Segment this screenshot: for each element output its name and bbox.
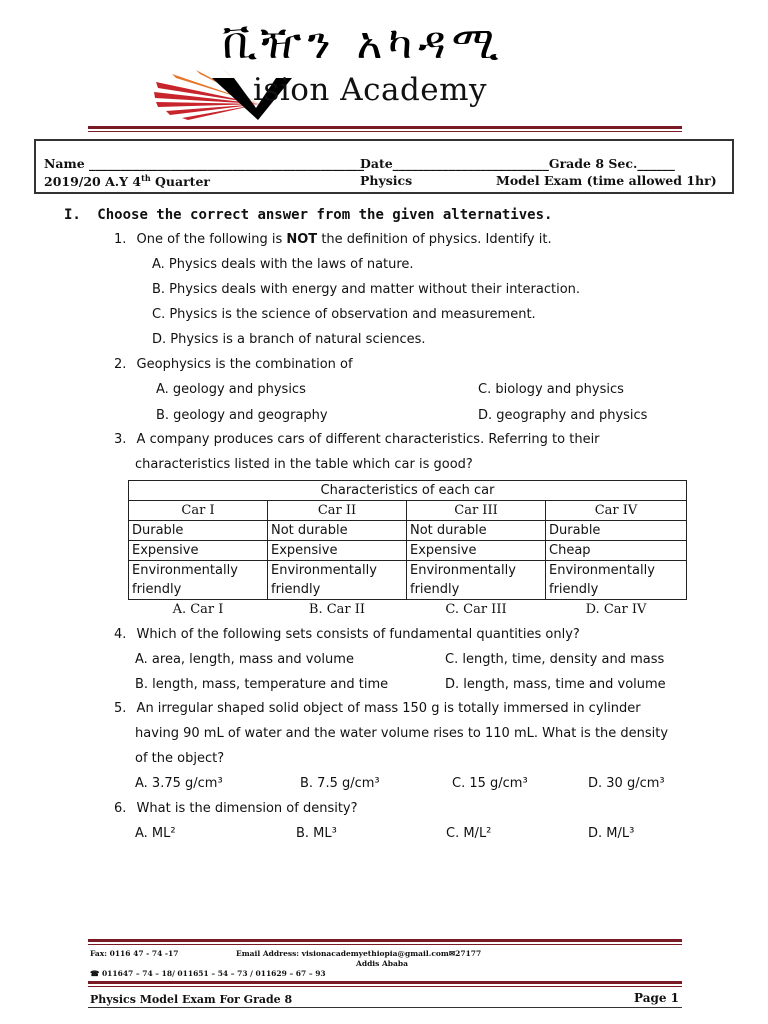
- logo-english-text: ision Academy: [253, 72, 488, 108]
- option-3d: D. Car IV: [546, 600, 687, 620]
- footer-city: Addis Ababa: [356, 959, 409, 968]
- option-5a: A. 3.75 g/cm³: [135, 776, 223, 791]
- option-2a: A. geology and physics: [156, 382, 306, 397]
- option-4a: A. area, length, mass and volume: [135, 652, 354, 667]
- table-header-cell: Car II: [268, 501, 407, 521]
- table-cell: Expensive: [129, 541, 268, 561]
- question-text: the definition of physics. Identify it.: [317, 232, 552, 247]
- option-4d: D. length, mass, time and volume: [445, 677, 666, 692]
- table-header-cell: Car III: [407, 501, 546, 521]
- option-6d: D. M/L³: [588, 826, 635, 841]
- question-1: [114, 232, 552, 247]
- question-text: A company produces cars of different characteristics. Referring to their: [136, 432, 600, 447]
- footer-exam-title: Physics Model Exam For Grade 8: [90, 993, 293, 1006]
- footer-rule: [88, 939, 682, 942]
- table-row: [129, 521, 687, 541]
- table-cell: Environmentally friendly: [546, 561, 687, 600]
- option-1d: D. Physics is a branch of natural sciences.: [152, 332, 426, 347]
- footer-email: Email Address: visionacademyethiopia@gmail.com✉27177: [236, 949, 482, 958]
- table-cell: Cheap: [546, 541, 687, 561]
- table-cell: Environmentally friendly: [407, 561, 546, 600]
- question-3: [114, 432, 600, 447]
- question-2: [114, 357, 353, 372]
- option-3a: A. Car I: [129, 600, 268, 620]
- table-cell: Expensive: [268, 541, 407, 561]
- option-2c: C. biology and physics: [478, 382, 624, 397]
- name-field-label: Name ____________________________________________: [44, 156, 365, 171]
- page-number: Page 1: [634, 991, 680, 1005]
- footer-fax: Fax: 0116 47 - 74 -17: [90, 949, 179, 958]
- table-title: Characteristics of each car: [129, 481, 687, 501]
- table-header-cell: Car IV: [546, 501, 687, 521]
- question-5-line-2: having 90 mL of water and the water volume rises to 110 mL. What is the density: [135, 726, 669, 741]
- table-options-row: [129, 600, 687, 620]
- question-number: 5.: [114, 701, 127, 716]
- section-number: I.: [64, 207, 81, 223]
- question-4: [114, 627, 580, 642]
- question-number: 1.: [114, 232, 127, 247]
- option-3b: B. Car II: [268, 600, 407, 620]
- table-cell: Not durable: [268, 521, 407, 541]
- date-grade-section-label: Date_________________________Grade 8 Sec.______: [360, 156, 675, 171]
- question-text: An irregular shaped solid object of mass 150 g is totally immersed in cylinder: [136, 701, 641, 716]
- option-2d: D. geography and physics: [478, 408, 648, 423]
- header-rule-thin: [88, 131, 682, 132]
- footer-rule-2-thin: [88, 986, 682, 987]
- footer-bottom-rule: [88, 1007, 682, 1008]
- question-3-line-2: characteristics listed in the table which car is good?: [135, 457, 473, 472]
- table-cell: Not durable: [407, 521, 546, 541]
- table-row: [129, 541, 687, 561]
- exam-type-label: Model Exam (time allowed 1hr): [496, 173, 717, 188]
- question-text: Which of the following sets consists of fundamental quantities only?: [136, 627, 580, 642]
- option-4c: C. length, time, density and mass: [445, 652, 665, 667]
- option-1c: C. Physics is the science of observation and measurement.: [152, 307, 536, 322]
- option-5c: C. 15 g/cm³: [452, 776, 528, 791]
- option-1b: B. Physics deals with energy and matter without their interaction.: [152, 282, 581, 297]
- section-title: [64, 207, 552, 223]
- question-6: [114, 801, 358, 816]
- exam-header-box: [34, 139, 734, 194]
- table-cell: Expensive: [407, 541, 546, 561]
- option-2b: B. geology and geography: [156, 408, 328, 423]
- section-instruction: Choose the correct answer from the given alternatives.: [97, 207, 553, 223]
- table-cell: Environmentally friendly: [268, 561, 407, 600]
- option-1a: A. Physics deals with the laws of nature.: [152, 257, 414, 272]
- academic-year: 2019/20 A.Y 4th Quarter: [44, 173, 210, 190]
- question-emphasis: NOT: [286, 232, 318, 247]
- option-5d: D. 30 g/cm³: [588, 776, 665, 791]
- header-rule: [88, 126, 682, 129]
- option-6b: B. ML³: [296, 826, 337, 841]
- table-cell: Durable: [129, 521, 268, 541]
- option-6c: C. M/L²: [446, 826, 492, 841]
- question-text: What is the dimension of density?: [136, 801, 358, 816]
- question-number: 6.: [114, 801, 127, 816]
- table-cell: Environmentally friendly: [129, 561, 268, 600]
- question-5: [114, 701, 641, 716]
- footer-phones: ☎ 011647 – 74 – 18/ 011651 – 54 – 73 / 011629 – 67 – 93: [90, 969, 326, 978]
- question-number: 2.: [114, 357, 127, 372]
- footer-rule-thin: [88, 944, 682, 945]
- question-5-line-3: of the object?: [135, 751, 225, 766]
- option-4b: B. length, mass, temperature and time: [135, 677, 389, 692]
- option-5b: B. 7.5 g/cm³: [300, 776, 380, 791]
- table-header-cell: Car I: [129, 501, 268, 521]
- option-6a: A. ML²: [135, 826, 176, 841]
- subject-label: Physics: [360, 173, 413, 188]
- question-number: 3.: [114, 432, 127, 447]
- footer-rule-2: [88, 981, 682, 984]
- table-cell: Durable: [546, 521, 687, 541]
- question-text: One of the following is: [136, 232, 287, 247]
- option-3c: C. Car III: [407, 600, 546, 620]
- table-row: [129, 561, 687, 600]
- question-text: Geophysics is the combination of: [136, 357, 353, 372]
- table-header-row: [129, 501, 687, 521]
- logo-amharic-text: ቪዥን አካዳሚ: [222, 18, 505, 69]
- car-characteristics-table: [128, 480, 687, 619]
- question-number: 4.: [114, 627, 127, 642]
